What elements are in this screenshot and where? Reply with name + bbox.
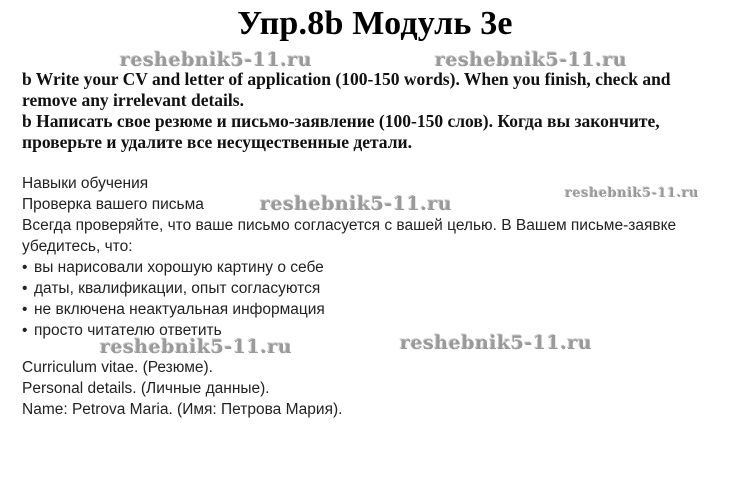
task-english-line-2: remove any irrelevant details. [22,90,244,110]
bullet-icon: • [22,259,28,276]
watermark: reshebnik5-11.ru [120,49,313,71]
watermark: reshebnik5-11.ru [400,332,593,354]
task-russian [22,111,732,153]
bullet-item [22,278,732,299]
study-skills-subheading: Проверка вашего письма [22,196,204,213]
task-english-line-1: b Write your CV and letter of application (100-150 words). When you finish, check and [22,69,671,89]
bullet-text: вы нарисовали хорошую картину о себе [34,259,324,276]
bullet-icon: • [22,280,28,297]
cv-line-curriculum-vitae: Curriculum vitae. (Резюме). [22,359,213,376]
task-russian-line-2: проверьте и удалите все несущественные детали. [22,132,412,152]
cv-section [22,357,732,420]
bullet-text: даты, квалификации, опыт согласуются [34,280,321,297]
watermark: reshebnik5-11.ru [565,186,700,201]
cv-line-name: Name: Petrova Maria. (Имя: Петрова Мария). [22,401,343,418]
task-english [22,69,732,111]
watermark: reshebnik5-11.ru [100,336,293,358]
study-skills-heading: Навыки обучения [22,175,149,192]
task-russian-line-1: b Написать свое резюме и письмо-заявление (100-150 слов). Когда вы закончите, [22,111,660,131]
cv-line-personal-details: Personal details. (Личные данные). [22,380,270,397]
study-skills-paragraph-line-1: Всегда проверяйте, что ваше письмо согласуется с вашей целью. В Вашем письме-заявке [22,217,677,234]
watermark: reshebnik5-11.ru [260,193,453,215]
bullet-item [22,257,732,278]
bullet-text: не включена неактуальная информация [34,301,325,318]
page-title: Упр.8b Модуль 3e [237,5,513,42]
study-skills-paragraph-line-2: убедитесь, что: [22,238,133,255]
bullet-icon: • [22,301,28,318]
bullet-text: просто читателю ответить [34,322,222,339]
bullet-icon: • [22,322,28,339]
watermark: reshebnik5-11.ru [435,49,628,71]
bullet-item [22,299,732,320]
